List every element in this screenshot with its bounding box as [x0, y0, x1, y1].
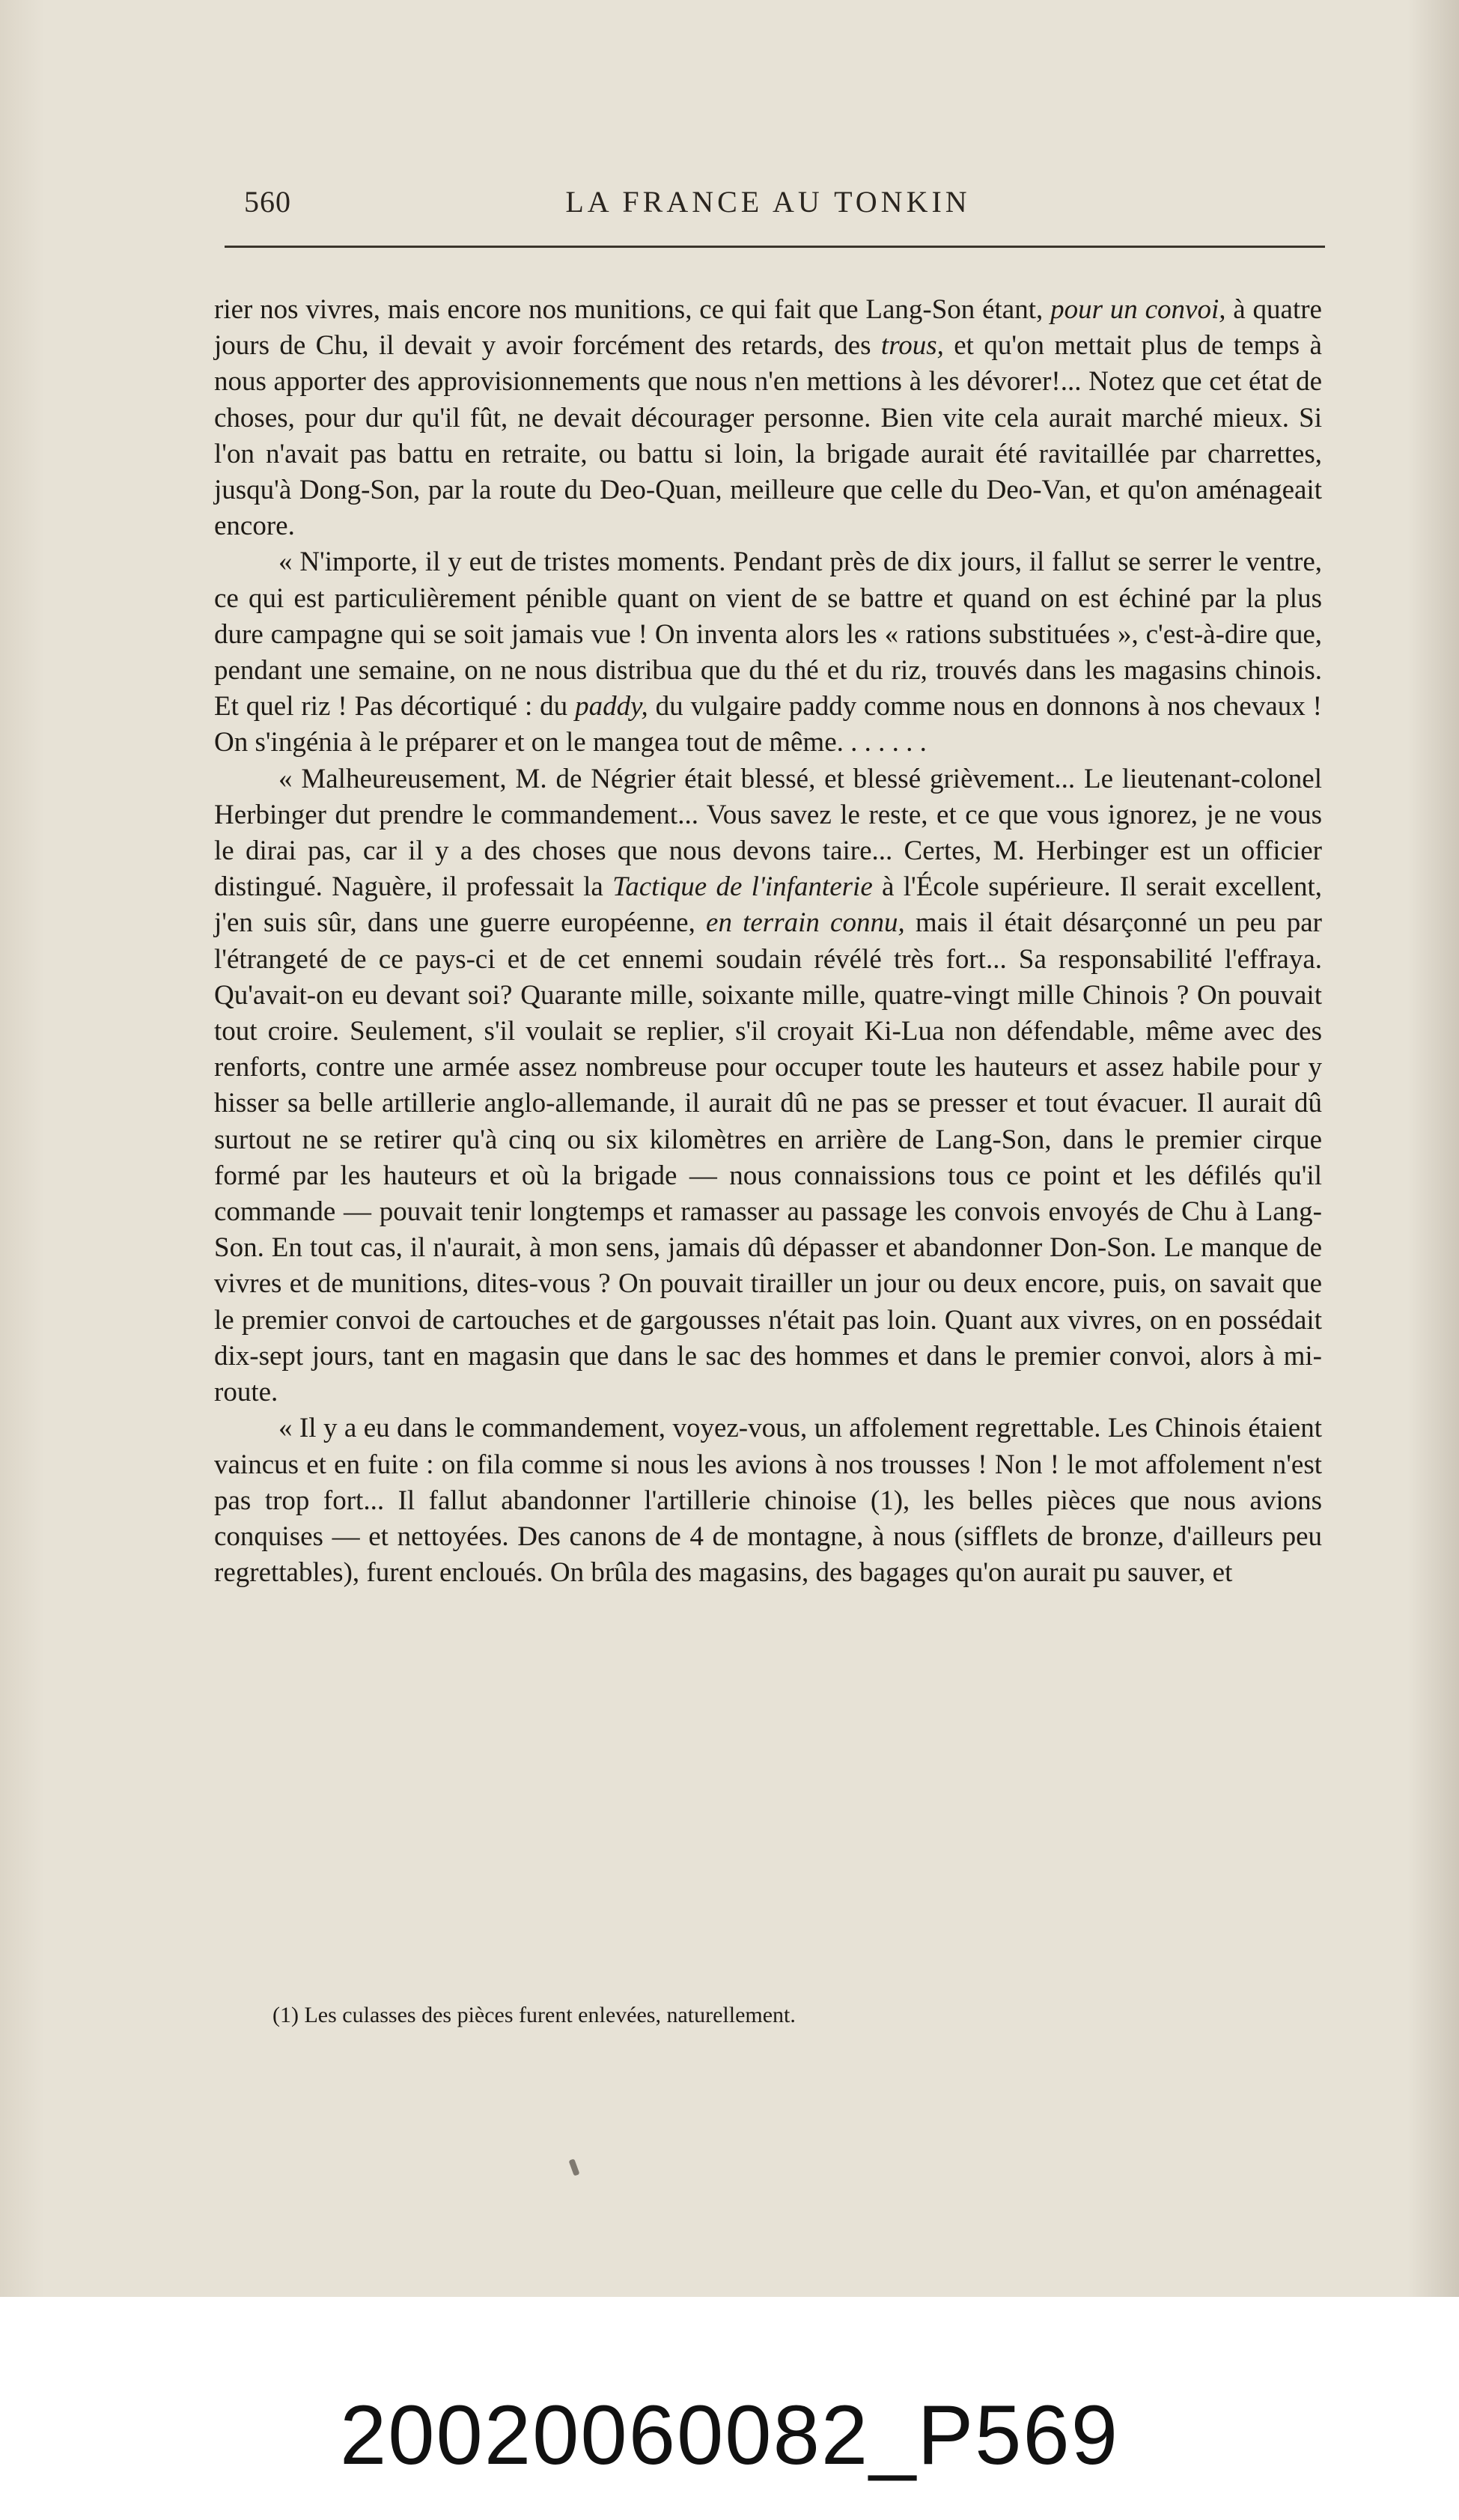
paragraph-3-italic-b: en terrain connu, [706, 907, 905, 939]
footnote: (1) Les culasses des pièces furent enlevées, naturellement. [272, 2003, 796, 2027]
paragraph-3-italic-a: Tactique de l'infanterie [612, 871, 873, 903]
paragraph-4-text-a: « Il y a eu dans le commandement, voyez-vous, un affolement regrettable. Les Chinois étaient vaincus et en fuite : on fila comme si nous les avions à nos trousses ! Non ! le mot affolement n'est pas trop fort... Il fallut abandonner l'artillerie chinoise (1), les belles pièces que nous avions conquises — et nettoyées. Des canons de 4 de montagne, à nous (sifflets de bronze, d'ailleurs peu regrettables), furent encloués. On brûla des magasins, des bagages qu'on aurait pu sauver, et [214, 1413, 1322, 1589]
paragraph-1-text-c: et qu'on mettait plus de temps à nous apporter des approvisionnements que nous n'en mettions à les dévorer!... Notez que cet état de choses, pour dur qu'il fût, ne devait décourager personne. Bien vite cela aurait marché mieux. Si l'on n'avait pas battu en retraite, ou battu si loin, la brigade aurait été ravitaillée par charrettes, jusqu'à Dong-Son, par la route du Deo-Quan, meilleure que celle du Deo-Van, et qu'on aménageait encore. [214, 330, 1322, 542]
paragraph-1-text-a: rier nos vivres, mais encore nos munitions, ce qui fait que Lang-Son étant, [214, 294, 1051, 325]
header-rule [225, 246, 1325, 248]
body-text [214, 292, 1322, 1591]
paragraph-3-text-a: « Malheureusement, M. de Négrier était blessé, et blessé grièvement... Le lieutenant-colonel Herbinger dut prendre le commandement... Vous savez le reste, et ce que vous ignorez, je ne vous le dirai pas, car il y a des choses que nous devons taire... Certes, M. Herbinger est un officier distingué. Naguère, il professait la [214, 763, 1322, 903]
paragraph-1-italic-b: trous, [880, 330, 944, 362]
paragraph-3-text-b: à l'École supérieure. Il serait excellent, j'en suis sûr, dans une guerre européenne, [214, 871, 1322, 939]
image-caption: 20020060082_P569 [339, 2388, 1120, 2482]
paragraph-1-italic-a: pour un convoi, [1050, 294, 1226, 325]
paragraph-4 [214, 1410, 1322, 1591]
paper-speck [568, 2158, 579, 2176]
running-title: LA FRANCE AU TONKIN [565, 185, 971, 219]
page-header [214, 184, 1322, 229]
paragraph-3-text-c: mais il était désarçonné un peu par l'étrangeté de ce pays-ci et de cet ennemi soudain révélé très fort... Sa responsabilité l'effraya. Qu'avait-on eu devant soi? Quarante mille, soixante mille, quatre-vingt mille Chinois ? On pouvait tout croire. Seulement, s'il voulait se replier, s'il croyait Ki-Lua non défendable, même avec des renforts, contre une armée assez nombreuse pour occuper toute les hauteurs et assez habile pour y hisser sa belle artillerie anglo-allemande, il aurait dû ne pas se presser et tout évacuer. Il aurait dû surtout ne se retirer qu'à cinq ou six kilomètres en arrière de Lang-Son, dans le premier cirque formé par les hauteurs et où la brigade — nous connaissions tous ce point et les défilés qu'il commande — pouvait tenir longtemps et ramasser au passage les convois envoyés de Chu à Lang-Son. En tout cas, il n'aurait, à mon sens, jamais dû dépasser et abandonner Don-Son. Le manque de vivres et de munitions, dites-vous ? On pouvait tirailler un jour ou deux encore, puis, on savait que le premier convoi de cartouches et de gargousses n'était pas loin. Quant aux vivres, on en possédait dix-sept jours, tant en magasin que dans le sac des hommes et dans le premier convoi, alors à mi-route. [214, 907, 1322, 1408]
paragraph-2 [214, 544, 1322, 761]
paragraph-1-text-b: à quatre jours de Chu, il devait y avoir forcément des retards, des [214, 294, 1322, 362]
paragraph-2-text-a: « N'importe, il y eut de tristes moments. Pendant près de dix jours, il fallut se serrer le ventre, ce qui est particulièrement pénible quant on vient de se battre et quand on est échiné par la plus dure campagne qui se soit jamais vue ! On inventa alors les « rations substituées », c'est-à-dire que, pendant une semaine, on ne nous distribua que du thé et du riz, trouvés dans les magasins chinois. Et quel riz ! Pas décortiqué : du [214, 547, 1322, 722]
paragraph-3 [214, 761, 1322, 1411]
paragraph-1 [214, 292, 1322, 544]
page-number: 560 [244, 185, 291, 219]
caption-strip [0, 2297, 1459, 2520]
paragraph-2-text-b: du vulgaire paddy comme nous en donnons à nos chevaux ! On s'ingénia à le préparer et on le mangea tout de même. . . . . . . [214, 691, 1322, 758]
paragraph-2-italic-a: paddy, [575, 691, 648, 722]
